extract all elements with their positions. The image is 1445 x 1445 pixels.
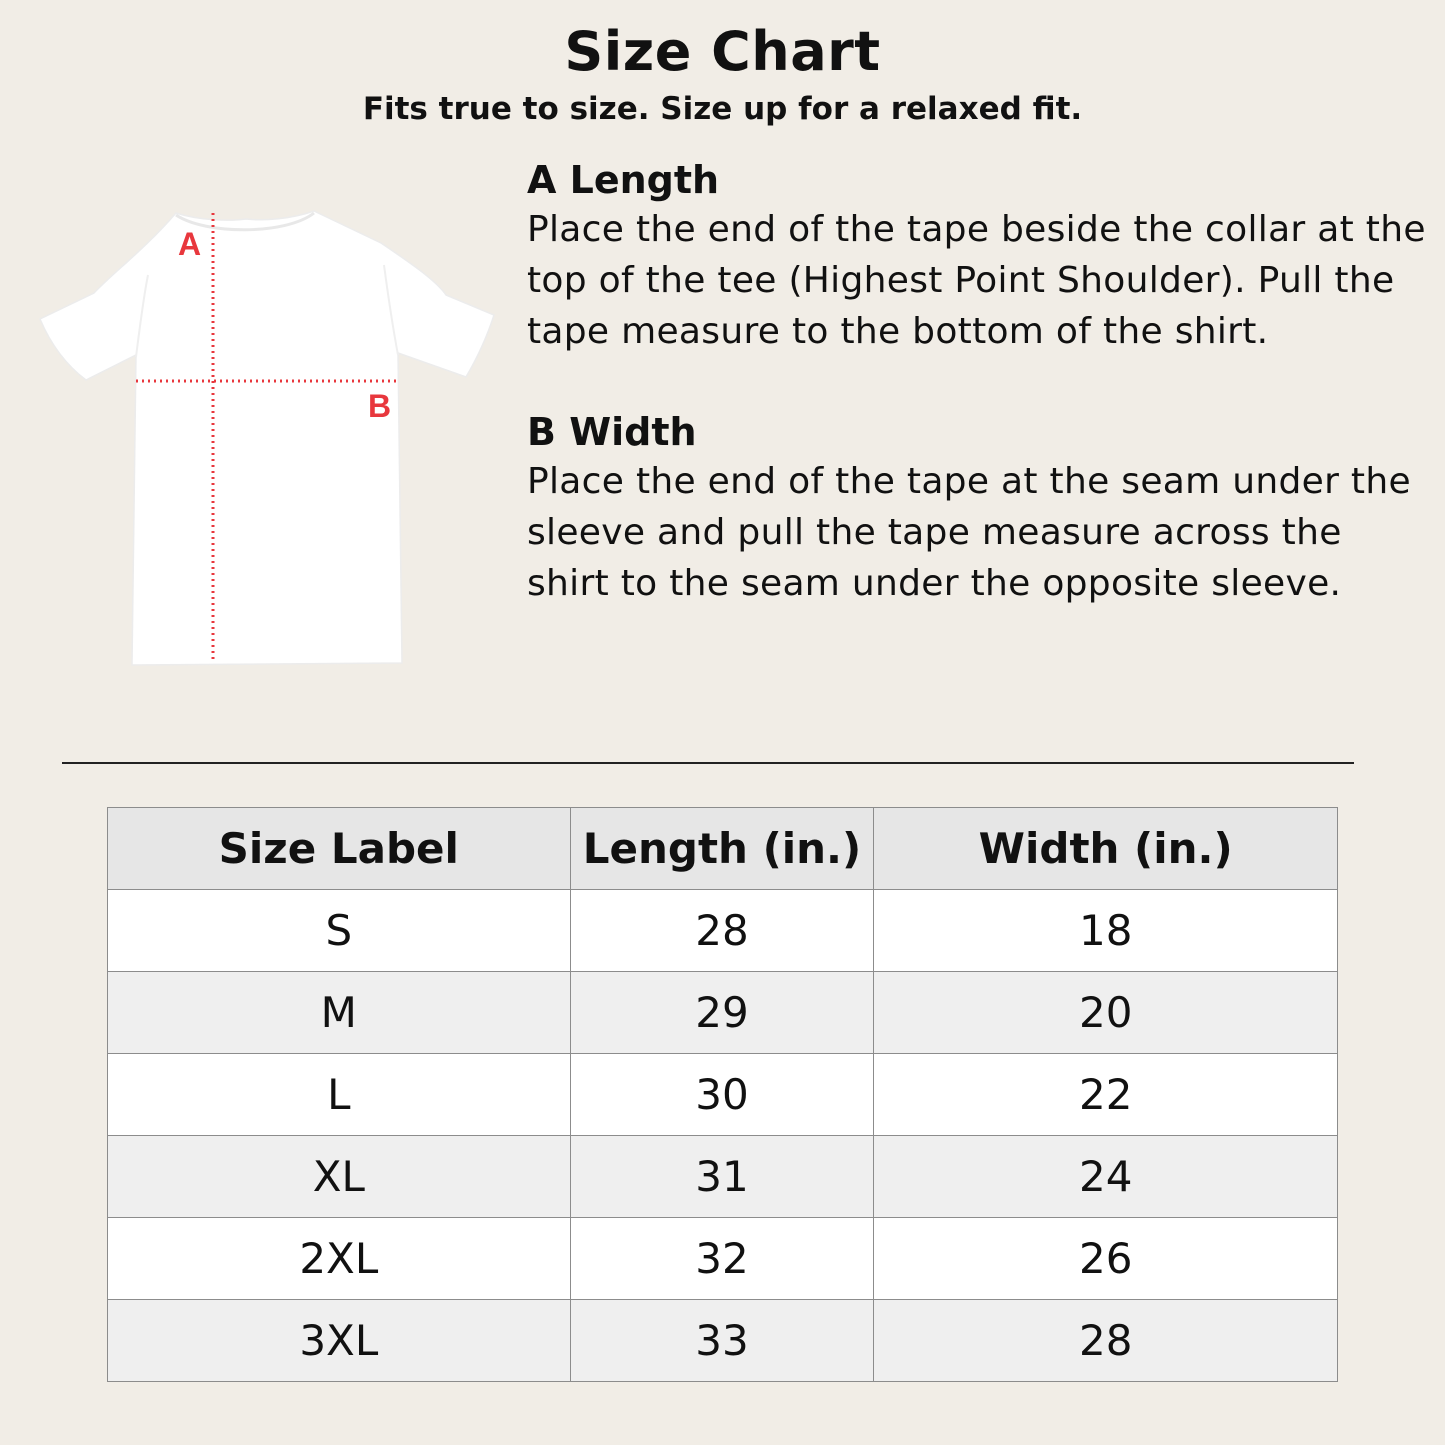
marker-b-label: B: [368, 388, 392, 424]
table-row: [108, 1054, 1338, 1136]
cell-width: 28: [874, 1300, 1338, 1382]
cell-length: 32: [570, 1218, 874, 1300]
table-header-row: [108, 808, 1338, 890]
cell-length: 31: [570, 1136, 874, 1218]
instruction-length-text: Place the end of the tape beside the collar at the top of the tee (Highest Point Shoulder). Pull the tape measure to the bottom of the shirt.: [527, 209, 1426, 352]
instruction-width-title: B Width: [527, 410, 697, 454]
header-width: Width (in.): [874, 808, 1338, 890]
instruction-length: [527, 156, 1427, 357]
header-length: Length (in.): [570, 808, 874, 890]
instruction-width: [527, 408, 1427, 609]
page-title: Size Chart: [564, 20, 881, 83]
table-row: [108, 1218, 1338, 1300]
measuring-instructions: [527, 156, 1427, 609]
cell-size: 2XL: [108, 1218, 571, 1300]
cell-size: XL: [108, 1136, 571, 1218]
cell-size: 3XL: [108, 1300, 571, 1382]
page-subtitle: Fits true to size. Size up for a relaxed fit.: [362, 91, 1083, 127]
cell-length: 33: [570, 1300, 874, 1382]
instruction-length-title: A Length: [527, 158, 720, 202]
section-divider: [62, 762, 1354, 764]
cell-size: S: [108, 890, 571, 972]
cell-width: 24: [874, 1136, 1338, 1218]
cell-size: M: [108, 972, 571, 1054]
tshirt-diagram: [36, 205, 498, 675]
instruction-width-text: Place the end of the tape at the seam under the sleeve and pull the tape measure across the shirt to the seam under the opposite sleeve.: [527, 461, 1411, 604]
cell-length: 29: [570, 972, 874, 1054]
cell-length: 28: [570, 890, 874, 972]
table-row: [108, 890, 1338, 972]
size-table: [107, 807, 1338, 1382]
marker-a-label: A: [178, 226, 202, 262]
cell-width: 26: [874, 1218, 1338, 1300]
header-size-label: Size Label: [108, 808, 571, 890]
cell-width: 20: [874, 972, 1338, 1054]
cell-width: 18: [874, 890, 1338, 972]
cell-size: L: [108, 1054, 571, 1136]
table-row: [108, 1136, 1338, 1218]
cell-width: 22: [874, 1054, 1338, 1136]
tshirt-icon: [36, 205, 498, 675]
table-row: [108, 1300, 1338, 1382]
cell-length: 30: [570, 1054, 874, 1136]
tshirt-shape: [40, 211, 494, 665]
table-row: [108, 972, 1338, 1054]
